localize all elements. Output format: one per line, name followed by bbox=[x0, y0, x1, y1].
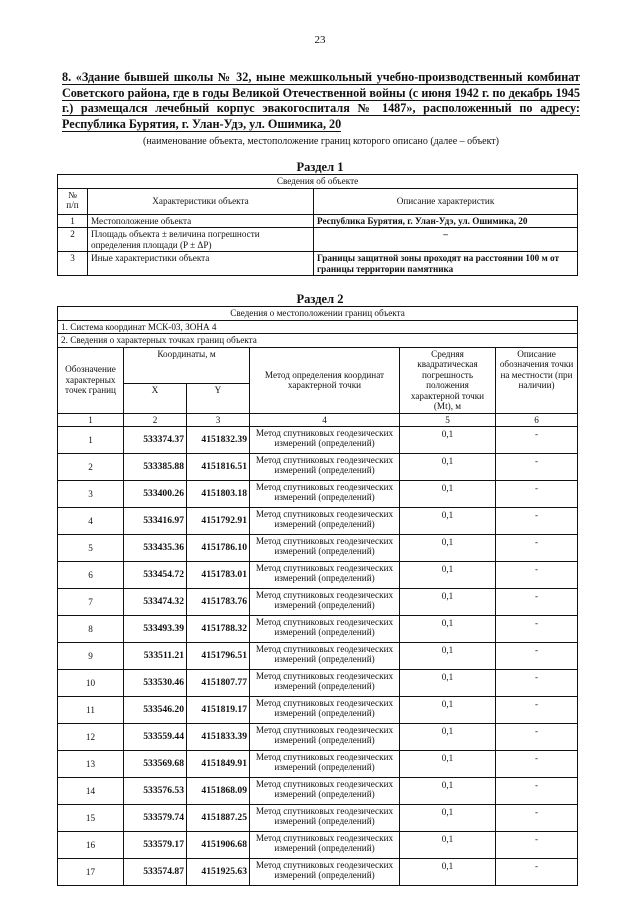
row-characteristic: Площадь объекта ± величина погрешности определения площади (P ± ΔP) bbox=[88, 228, 314, 252]
table-row bbox=[58, 697, 578, 724]
method: Метод спутниковых геодезических измерений (определений) bbox=[250, 643, 400, 670]
method: Метод спутниковых геодезических измерений (определений) bbox=[250, 535, 400, 562]
table-row bbox=[58, 454, 578, 481]
method: Метод спутниковых геодезических измерений (определений) bbox=[250, 724, 400, 751]
table-row bbox=[58, 508, 578, 535]
method: Метод спутниковых геодезических измерений (определений) bbox=[250, 454, 400, 481]
point-description: - bbox=[496, 859, 578, 886]
coord-y: 4151925.63 bbox=[187, 859, 250, 886]
object-caption: (наименование объекта, местоположение границ которого описано (далее – объект) bbox=[142, 136, 500, 147]
coord-y: 4151786.10 bbox=[187, 535, 250, 562]
method: Метод спутниковых геодезических измерений (определений) bbox=[250, 805, 400, 832]
object-info-table bbox=[57, 174, 578, 276]
table-row bbox=[58, 724, 578, 751]
row-description: Республика Бурятия, г. Улан-Удэ, ул. Ошимика, 20 bbox=[314, 214, 578, 228]
col-number: 1 bbox=[58, 413, 124, 427]
table-row bbox=[58, 670, 578, 697]
coord-x: 533576.53 bbox=[124, 778, 187, 805]
method: Метод спутниковых геодезических измерений (определений) bbox=[250, 697, 400, 724]
precision: 0,1 bbox=[400, 508, 496, 535]
coord-x: 533579.74 bbox=[124, 805, 187, 832]
coord-x: 533454.72 bbox=[124, 562, 187, 589]
header-point: Обозначение характерных точек границ bbox=[58, 347, 124, 413]
precision: 0,1 bbox=[400, 562, 496, 589]
coord-x: 533530.46 bbox=[124, 670, 187, 697]
section2-subtitle: Сведения о местоположении границ объекта bbox=[58, 307, 578, 321]
page-number: 23 bbox=[314, 34, 326, 46]
header-description: Описание характеристик bbox=[314, 188, 578, 214]
row-characteristic: Иные характеристики объекта bbox=[88, 252, 314, 276]
precision: 0,1 bbox=[400, 535, 496, 562]
point-label: 12 bbox=[58, 724, 124, 751]
point-label: 4 bbox=[58, 508, 124, 535]
coord-y: 4151816.51 bbox=[187, 454, 250, 481]
table-row bbox=[58, 214, 578, 228]
point-description: - bbox=[496, 481, 578, 508]
precision: 0,1 bbox=[400, 481, 496, 508]
row-description: Границы защитной зоны проходят на расстоянии 100 м от границы территории памятника bbox=[314, 252, 578, 276]
coord-x: 533511.21 bbox=[124, 643, 187, 670]
method: Метод спутниковых геодезических измерений (определений) bbox=[250, 562, 400, 589]
coord-x: 533546.20 bbox=[124, 697, 187, 724]
point-label: 8 bbox=[58, 616, 124, 643]
method: Метод спутниковых геодезических измерений (определений) bbox=[250, 778, 400, 805]
coord-y: 4151833.39 bbox=[187, 724, 250, 751]
point-label: 7 bbox=[58, 589, 124, 616]
point-description: - bbox=[496, 535, 578, 562]
precision: 0,1 bbox=[400, 427, 496, 454]
table-row bbox=[58, 427, 578, 454]
coord-y: 4151788.32 bbox=[187, 616, 250, 643]
point-label: 14 bbox=[58, 778, 124, 805]
table-row bbox=[58, 228, 578, 252]
header-description: Описание обозначения точки на местности (при наличии) bbox=[496, 347, 578, 413]
table-row bbox=[58, 562, 578, 589]
method: Метод спутниковых геодезических измерений (определений) bbox=[250, 427, 400, 454]
point-description: - bbox=[496, 697, 578, 724]
precision: 0,1 bbox=[400, 751, 496, 778]
method: Метод спутниковых геодезических измерений (определений) bbox=[250, 751, 400, 778]
coord-x: 533574.87 bbox=[124, 859, 187, 886]
col-number: 3 bbox=[187, 413, 250, 427]
table-row bbox=[58, 616, 578, 643]
table-row bbox=[58, 832, 578, 859]
coord-y: 4151803.18 bbox=[187, 481, 250, 508]
header-x: X bbox=[124, 383, 187, 413]
method: Метод спутниковых геодезических измерений (определений) bbox=[250, 481, 400, 508]
coord-y: 4151783.01 bbox=[187, 562, 250, 589]
col-number: 5 bbox=[400, 413, 496, 427]
table-row bbox=[58, 859, 578, 886]
coord-y: 4151783.76 bbox=[187, 589, 250, 616]
point-label: 9 bbox=[58, 643, 124, 670]
point-label: 5 bbox=[58, 535, 124, 562]
method: Метод спутниковых геодезических измерений (определений) bbox=[250, 616, 400, 643]
table-row bbox=[58, 252, 578, 276]
col-number: 4 bbox=[250, 413, 400, 427]
method: Метод спутниковых геодезических измерений (определений) bbox=[250, 670, 400, 697]
point-description: - bbox=[496, 562, 578, 589]
point-label: 15 bbox=[58, 805, 124, 832]
row-number: 2 bbox=[58, 228, 88, 252]
coord-y: 4151906.68 bbox=[187, 832, 250, 859]
precision: 0,1 bbox=[400, 670, 496, 697]
header-y: Y bbox=[187, 383, 250, 413]
table-row bbox=[58, 805, 578, 832]
coord-y: 4151887.25 bbox=[187, 805, 250, 832]
point-description: - bbox=[496, 508, 578, 535]
coord-y: 4151807.77 bbox=[187, 670, 250, 697]
points-caption: 2. Сведения о характерных точках границ объекта bbox=[58, 334, 578, 348]
section1-subtitle: Сведения об объекте bbox=[58, 175, 578, 189]
coord-x: 533493.39 bbox=[124, 616, 187, 643]
coord-x: 533579.17 bbox=[124, 832, 187, 859]
precision: 0,1 bbox=[400, 805, 496, 832]
precision: 0,1 bbox=[400, 589, 496, 616]
boundary-points-table bbox=[57, 306, 578, 886]
point-description: - bbox=[496, 643, 578, 670]
header-num: № п/п bbox=[58, 188, 88, 214]
header-method: Метод определения координат характерной точки bbox=[250, 347, 400, 413]
point-label: 2 bbox=[58, 454, 124, 481]
method: Метод спутниковых геодезических измерений (определений) bbox=[250, 859, 400, 886]
header-precision: Средняя квадратическая погрешность положения характерной точки (Mt), м bbox=[400, 347, 496, 413]
point-description: - bbox=[496, 427, 578, 454]
coord-x: 533569.68 bbox=[124, 751, 187, 778]
section1-title: Раздел 1 bbox=[296, 160, 344, 174]
coord-x: 533435.36 bbox=[124, 535, 187, 562]
precision: 0,1 bbox=[400, 616, 496, 643]
header-coordinates: Координаты, м bbox=[124, 347, 250, 383]
section2-title: Раздел 2 bbox=[296, 292, 344, 306]
col-number: 6 bbox=[496, 413, 578, 427]
row-number: 3 bbox=[58, 252, 88, 276]
precision: 0,1 bbox=[400, 724, 496, 751]
precision: 0,1 bbox=[400, 454, 496, 481]
precision: 0,1 bbox=[400, 697, 496, 724]
precision: 0,1 bbox=[400, 778, 496, 805]
coord-y: 4151832.39 bbox=[187, 427, 250, 454]
coord-x: 533559.44 bbox=[124, 724, 187, 751]
coord-y: 4151849.91 bbox=[187, 751, 250, 778]
point-label: 11 bbox=[58, 697, 124, 724]
coord-y: 4151792.91 bbox=[187, 508, 250, 535]
coord-y: 4151796.51 bbox=[187, 643, 250, 670]
coord-x: 533400.26 bbox=[124, 481, 187, 508]
point-label: 17 bbox=[58, 859, 124, 886]
precision: 0,1 bbox=[400, 643, 496, 670]
table-row bbox=[58, 589, 578, 616]
row-description: – bbox=[314, 228, 578, 252]
point-label: 1 bbox=[58, 427, 124, 454]
table-row bbox=[58, 778, 578, 805]
method: Метод спутниковых геодезических измерений (определений) bbox=[250, 832, 400, 859]
row-characteristic: Местоположение объекта bbox=[88, 214, 314, 228]
precision: 0,1 bbox=[400, 832, 496, 859]
method: Метод спутниковых геодезических измерений (определений) bbox=[250, 508, 400, 535]
table-row bbox=[58, 643, 578, 670]
point-description: - bbox=[496, 805, 578, 832]
table-row bbox=[58, 535, 578, 562]
point-description: - bbox=[496, 724, 578, 751]
point-description: - bbox=[496, 589, 578, 616]
object-heading bbox=[62, 70, 580, 132]
coord-x: 533385.88 bbox=[124, 454, 187, 481]
point-label: 6 bbox=[58, 562, 124, 589]
point-label: 10 bbox=[58, 670, 124, 697]
point-description: - bbox=[496, 670, 578, 697]
coord-x: 533374.37 bbox=[124, 427, 187, 454]
point-description: - bbox=[496, 832, 578, 859]
coord-x: 533416.97 bbox=[124, 508, 187, 535]
coord-y: 4151819.17 bbox=[187, 697, 250, 724]
object-title: 8. «Здание бывшей школы № 32, ныне межшкольный учебно-производственный комбинат Советского района, где в годы Великой Отечественной войны (с июня 1942 г. по декабрь 1945 г.) размещался лечебный корпус эвакогоспиталя № 1487», расположенный по адресу: Республика Бурятия, г. Улан-Удэ, ул. Ошимика, 20 bbox=[62, 70, 580, 131]
header-characteristic: Характеристики объекта bbox=[88, 188, 314, 214]
point-description: - bbox=[496, 454, 578, 481]
coord-x: 533474.32 bbox=[124, 589, 187, 616]
coordinate-system: 1. Система координат МСК-03, ЗОНА 4 bbox=[58, 320, 578, 334]
table-row bbox=[58, 751, 578, 778]
point-description: - bbox=[496, 751, 578, 778]
point-description: - bbox=[496, 616, 578, 643]
coord-y: 4151868.09 bbox=[187, 778, 250, 805]
point-description: - bbox=[496, 778, 578, 805]
method: Метод спутниковых геодезических измерений (определений) bbox=[250, 589, 400, 616]
precision: 0,1 bbox=[400, 859, 496, 886]
point-label: 13 bbox=[58, 751, 124, 778]
table-row bbox=[58, 481, 578, 508]
row-number: 1 bbox=[58, 214, 88, 228]
col-number: 2 bbox=[124, 413, 187, 427]
point-label: 16 bbox=[58, 832, 124, 859]
point-label: 3 bbox=[58, 481, 124, 508]
